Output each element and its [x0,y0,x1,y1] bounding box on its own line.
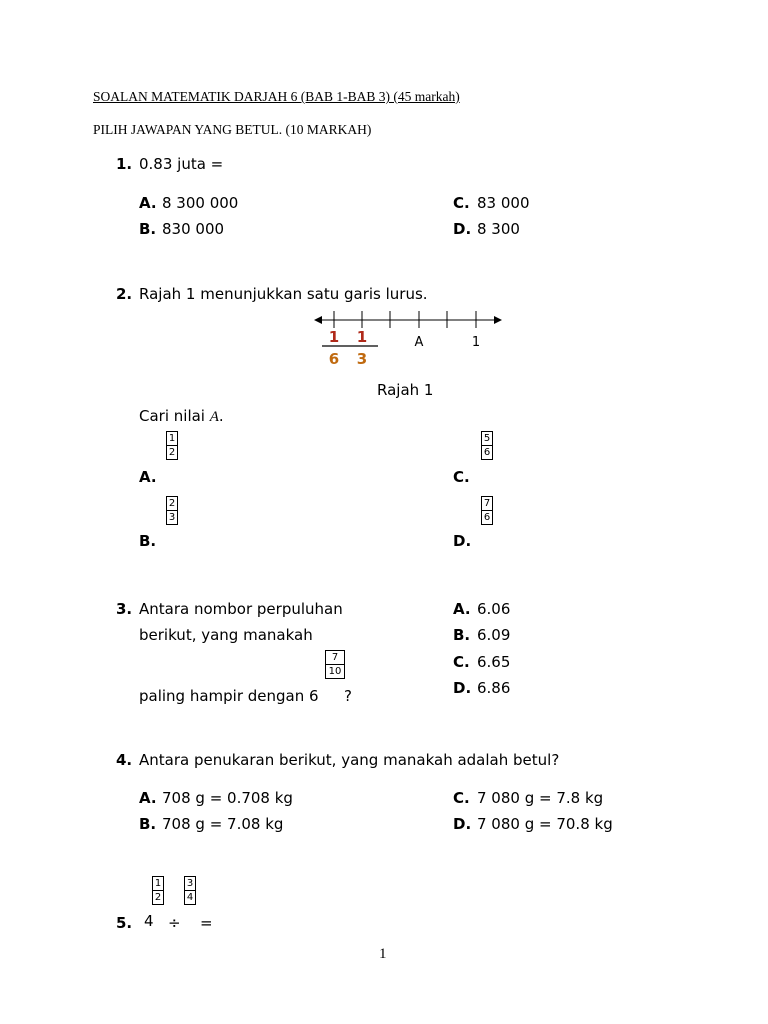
option-a-text: 8 300 000 [162,194,239,212]
question-prompt: Cari nilai A. [139,407,224,425]
option-c-fraction: $\frac{5}{6}$ [481,431,493,460]
option-a-letter: A. [453,600,471,618]
question-number: 5. [116,914,133,932]
question-mark: ? [344,687,352,705]
option-d-letter: D. [453,532,472,550]
option-b-letter: B. [453,626,471,644]
option-b-letter: B. [139,220,157,238]
tick-label-num: 1 [328,328,340,346]
question-text-line2: berikut, yang manakah [139,626,313,644]
question-number: 2. [116,285,133,303]
option-a-letter: A. [139,789,157,807]
option-a-fraction: $\frac{1}{2}$ [166,431,178,460]
option-a-letter: A. [139,468,157,486]
equals-sign: = [200,914,213,932]
option-a-text: 6.06 [477,600,511,618]
option-d-letter: D. [453,679,472,697]
option-d-text: 6.86 [477,679,511,697]
option-d-letter: D. [453,815,472,833]
right-arrow-icon [494,316,502,324]
whole-number: 4 [144,912,154,930]
divide-sign: ÷ [168,914,181,932]
page-title: SOALAN MATEMATIK DARJAH 6 (BAB 1-BAB 3) (45 markah) [93,89,460,104]
fraction-1: $\frac{1}{2}$ [152,876,164,905]
question-number: 1. [116,155,133,173]
option-a-letter: A. [139,194,157,212]
option-a-text: 708 g = 0.708 kg [162,789,293,807]
fraction-2: $\frac{3}{4}$ [184,876,196,905]
option-b-fraction: $\frac{2}{3}$ [166,496,178,525]
question-text: Antara penukaran berikut, yang manakah adalah betul? [139,751,560,769]
page-number: 1 [379,946,387,962]
option-d-fraction: $\frac{7}{6}$ [481,496,493,525]
question-text-line3: paling hampir dengan 6 [139,687,319,705]
option-c-letter: C. [453,653,470,671]
question-text-line1: Antara nombor perpuluhan [139,600,343,618]
left-arrow-icon [314,316,322,324]
option-b-text: 708 g = 7.08 kg [162,815,284,833]
option-b-letter: B. [139,532,157,550]
question-number: 3. [116,600,133,618]
section-instruction: PILIH JAWAPAN YANG BETUL. (10 MARKAH) [93,122,372,137]
option-c-letter: C. [453,468,470,486]
tick-label-num: 1 [356,328,368,346]
option-c-letter: C. [453,194,470,212]
option-d-text: 8 300 [477,220,520,238]
figure-caption: Rajah 1 [377,381,434,399]
question-text: 0.83 juta = [139,155,224,173]
option-d-text: 7 080 g = 70.8 kg [477,815,613,833]
option-b-text: 830 000 [162,220,225,238]
option-b-letter: B. [139,815,157,833]
option-d-letter: D. [453,220,472,238]
tick-label-den: 3 [356,350,368,368]
tick-label-den: 6 [328,350,340,368]
question-text: Rajah 1 menunjukkan satu garis lurus. [139,285,428,303]
option-c-text: 6.65 [477,653,511,671]
option-b-text: 6.09 [477,626,511,644]
number-line-figure [310,306,510,370]
option-c-text: 83 000 [477,194,530,212]
tick-label-one: 1 [471,335,481,350]
mixed-number-fraction: $\frac{7}{10}$ [325,650,345,679]
option-c-letter: C. [453,789,470,807]
option-c-text: 7 080 g = 7.8 kg [477,789,604,807]
point-a-label: A [414,335,424,350]
question-number: 4. [116,751,133,769]
